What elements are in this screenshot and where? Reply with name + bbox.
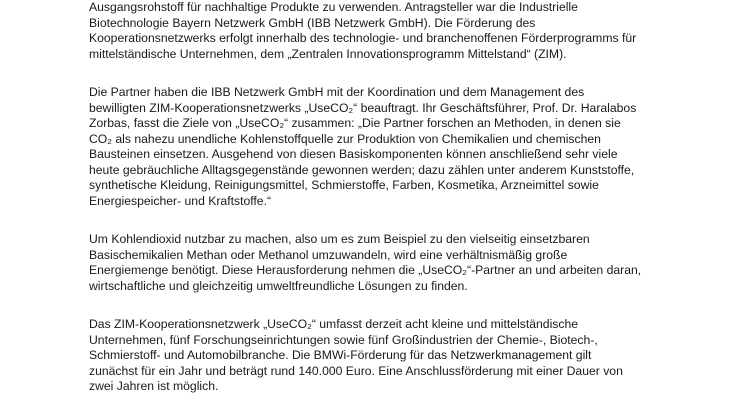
paragraph-line: Energiespeicher- und Kraftstoffe.“ [89, 193, 272, 208]
paragraph-line: Biotechnologie Bayern Netzwerk GmbH (IBB Netzwerk GmbH). Die Förderung des [89, 15, 536, 30]
paragraph-line: Ausgangsrohstoff für nachhaltige Produkte zu verwenden. Antragsteller war die Industrielle [89, 0, 578, 14]
paragraph-line: Energiemenge benötigt. Diese Herausforderung nehmen die „UseCO₂“-Partner an und arbeiten daran, [89, 263, 642, 277]
paragraph-line: bewilligten ZIM-Kooperationsnetzwerks „UseCO₂“ beauftragt. Ihr Geschäftsführer, Prof. Dr. Haralabos [89, 100, 637, 115]
paragraph-line: zwei Jahren ist möglich. [89, 379, 219, 393]
paragraph-1 [89, 0, 689, 62]
paragraph-line: Basischemikalien Methan oder Methanol umzuwandeln, wird eine verhältnismäßig große [89, 247, 568, 262]
paragraph-line: wirtschaftliche und gleichzeitig umweltfreundliche Lösungen zu finden. [89, 278, 468, 293]
paragraph-line: Zorbas, fasst die Ziele von „UseCO₂“ zusammen: „Die Partner forschen an Methoden, in denen sie [89, 116, 621, 130]
paragraph-line: mittelständische Unternehmen, dem „Zentralen Innovationsprogramm Mittelstand“ (ZIM). [89, 46, 567, 61]
paragraph-line: Das ZIM-Kooperationsnetzwerk „UseCO₂“ umfasst derzeit acht kleine und mittelständische [89, 317, 579, 331]
paragraph-line: heute gebräuchliche Alltagsgegenstände gewonnen werden; dazu zählen unter anderem Kunststoffe, [89, 162, 635, 177]
paragraph-gap [89, 294, 689, 317]
paragraph-line: Schmierstoff- und Automobilbranche. Die BMWi-Förderung für das Netzwerkmanagement gilt [89, 348, 592, 362]
paragraph-line: Bausteinen einsetzen. Ausgehend von diesen Basiskomponenten können anschließend sehr viele [89, 147, 618, 161]
paragraph-line: zunächst für ein Jahr und beträgt rund 140.000 Euro. Eine Anschlussförderung mit einer Dauer von [89, 363, 623, 378]
paragraph-line: synthetische Kleidung, Reinigungsmittel, Schmierstoffe, Farben, Kosmetika, Arzneimittel sowie [89, 178, 599, 192]
paragraph-line: CO₂ als nahezu unendliche Kohlenstoffquelle zur Produktion von Chemikalien und chemischen [89, 131, 601, 146]
paragraph-line: Um Kohlendioxid nutzbar zu machen, also um es zum Beispiel zu den vielseitig einsetzbaren [89, 232, 590, 246]
paragraph-line: Kooperationsnetzwerks erfolgt innerhalb des technologie- und branchenoffenen Förderprogramms für [89, 31, 637, 45]
paragraph-3 [89, 232, 689, 294]
paragraph-line: Unternehmen, fünf Forschungseinrichtungen sowie fünf Großindustrien der Chemie-, Biotech-, [89, 332, 598, 347]
document-body [89, 0, 689, 395]
paragraph-line: Die Partner haben die IBB Netzwerk GmbH mit der Koordination und dem Management des [89, 85, 585, 99]
paragraph-gap [89, 209, 689, 232]
paragraph-4 [89, 317, 689, 395]
paragraph-2 [89, 85, 689, 209]
paragraph-gap [89, 62, 689, 85]
